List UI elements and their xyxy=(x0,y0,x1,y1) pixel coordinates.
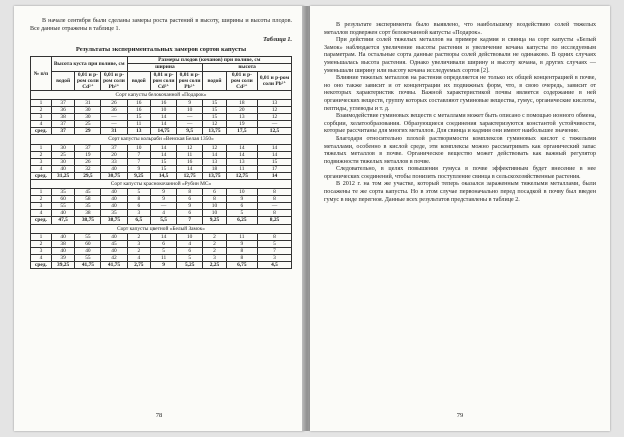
table-cell: 4 xyxy=(31,210,52,217)
average-row xyxy=(31,262,292,269)
table-cell: 5 xyxy=(127,189,150,196)
table-cell: 11 xyxy=(226,165,257,172)
table-cell: 3 xyxy=(31,247,52,254)
table-cell: 30 xyxy=(51,144,74,151)
table-cell: 8 xyxy=(127,196,150,203)
table-cell: 5 xyxy=(177,254,203,261)
table-cell: 40 xyxy=(51,165,74,172)
header-tall: высота xyxy=(203,64,292,71)
table-cell: 2 xyxy=(31,196,52,203)
section-name: Сорт капусты кольраби «Венская Белая 1350» xyxy=(31,135,292,144)
table-body xyxy=(31,90,292,268)
section-row xyxy=(31,135,292,144)
table-cell: 40 xyxy=(101,189,127,196)
table-cell: 3 xyxy=(31,158,52,165)
header-cd: 0,01 н р-ром соли Cd²⁺ xyxy=(75,71,101,90)
table-cell: 4 xyxy=(151,210,177,217)
right-page-content xyxy=(324,22,596,204)
table-cell: 12 xyxy=(177,144,203,151)
table-cell: 16 xyxy=(151,99,177,106)
average-cell: 39,25 xyxy=(51,262,74,269)
table-cell: 7 xyxy=(127,151,150,158)
table-cell: 4 xyxy=(127,254,150,261)
table-cell: 17 xyxy=(258,165,292,172)
average-cell: 47,5 xyxy=(51,217,74,224)
table-cell: 6 xyxy=(177,196,203,203)
table-cell: 14 xyxy=(226,144,257,151)
table-cell: 3 xyxy=(31,114,52,121)
header-cd: 0,01 н р-ром соли Cd²⁺ xyxy=(226,71,257,90)
body-paragraph: Влияние тяжелых металлов на растения определяется не только их общей концентрацией в почве, но оно также зависит и от концентрации их подвижных форм, что, в свою очередь, зависит от некоторых характеристик почвы. Важной характеристикой почвы является содержание в ней органических веществ, группу которых составляют гуминовые вещества, гумус, органические кислоты, пептиды, углеводы и т. д. xyxy=(324,75,596,112)
body-paragraph: Взаимодействие гуминовых веществ с металлами может быть описано с помощью ионного обмена, сорбции, хелатообразования. Образующиеся соединения характеризуются константой устойчивости, которые рассчитаны для многих металлов. Для свинца и кадмия они имеют наибольшее значение. xyxy=(324,113,596,135)
table-cell: 14 xyxy=(258,144,292,151)
table-cell: 39 xyxy=(51,254,74,261)
table-cell: 16 xyxy=(127,107,150,114)
table-cell: 30 xyxy=(75,114,101,121)
table-row xyxy=(31,210,292,217)
table-cell: 10 xyxy=(127,144,150,151)
right-page xyxy=(310,6,610,431)
table-cell: 2 xyxy=(203,233,226,240)
table-cell: 31 xyxy=(75,99,101,106)
header-pb: 0,01 н р-ром соли Pb²⁺ xyxy=(177,71,203,90)
table-cell: 2 xyxy=(203,247,226,254)
table-cell: 11 xyxy=(177,151,203,158)
table-row xyxy=(31,114,292,121)
table-cell: 35 xyxy=(75,203,101,210)
average-cell: 38,75 xyxy=(101,217,127,224)
average-row xyxy=(31,128,292,135)
header-width: ширина xyxy=(127,64,203,71)
left-page xyxy=(14,6,304,431)
table-cell: 2 xyxy=(31,107,52,114)
table-cell: 60 xyxy=(75,240,101,247)
average-cell: сред. xyxy=(31,217,52,224)
table-cell: 12 xyxy=(258,107,292,114)
table-cell: 40 xyxy=(51,210,74,217)
table-cell: 14 xyxy=(258,151,292,158)
table-cell: 60 xyxy=(51,196,74,203)
table-cell: 9 xyxy=(151,189,177,196)
table-cell: 19 xyxy=(75,151,101,158)
body-paragraph: Благодаря относительно плохой растворимости комплексов гуминовых кислот с тяжелыми металлами, особенно в кислой среде, эти комплексы можно рассматривать как органический запас тяжелых металлов в почве. Органическое вещество может действовать как важный регулятор подвижности тяжелых металлов в почве. xyxy=(324,135,596,165)
table-cell: 18 xyxy=(226,99,257,106)
average-cell: 41,75 xyxy=(75,262,101,269)
table-cell: 55 xyxy=(75,254,101,261)
table-cell: 40 xyxy=(75,247,101,254)
table-cell: 8 xyxy=(226,247,257,254)
table-cell: 40 xyxy=(51,247,74,254)
average-cell: 8,25 xyxy=(258,217,292,224)
table-cell: 10 xyxy=(177,233,203,240)
section-name: Сорт капусты краснокочанной «Рубин МС» xyxy=(31,179,292,188)
table-row xyxy=(31,196,292,203)
average-cell: 31,25 xyxy=(51,172,74,179)
table-cell: 32 xyxy=(75,165,101,172)
table-cell: 5 xyxy=(226,210,257,217)
table-cell: 8 xyxy=(177,189,203,196)
table-cell: 6 xyxy=(177,247,203,254)
table-cell: 20 xyxy=(101,151,127,158)
table-row xyxy=(31,247,292,254)
table-cell: 7 xyxy=(258,247,292,254)
table-cell: 15 xyxy=(203,107,226,114)
average-cell: сред. xyxy=(31,262,52,269)
table-cell: 9 xyxy=(127,165,150,172)
table-cell: 12 xyxy=(258,114,292,121)
table-cell: 37 xyxy=(51,121,74,128)
section-row xyxy=(31,179,292,188)
table-cell: 12 xyxy=(203,144,226,151)
average-cell: 14,5 xyxy=(151,172,177,179)
table-cell: 40 xyxy=(51,233,74,240)
header-sizes: Размеры плодов (кочанов) при поливе, см xyxy=(127,57,291,64)
table-cell: 6 xyxy=(127,203,150,210)
average-cell: 38,75 xyxy=(75,217,101,224)
table-cell: — xyxy=(177,121,203,128)
section-row xyxy=(31,224,292,233)
table-cell: 20 xyxy=(226,107,257,114)
header-pb: 0,01 н р-ром соли Pb²⁺ xyxy=(258,71,292,90)
table-cell: 3 xyxy=(31,203,52,210)
table-cell: 3 xyxy=(258,254,292,261)
average-cell: 29,5 xyxy=(75,172,101,179)
table-cell: 33 xyxy=(101,158,127,165)
table-cell: 10 xyxy=(226,189,257,196)
table-cell: 13 xyxy=(203,158,226,165)
average-cell: 6,75 xyxy=(226,262,257,269)
section-name: Сорт капусты цветной «Белый Замок» xyxy=(31,224,292,233)
table-cell: 14 xyxy=(151,144,177,151)
table-cell: 8 xyxy=(226,254,257,261)
table-cell: 6 xyxy=(151,240,177,247)
average-cell: 13,75 xyxy=(203,128,226,135)
table-cell: 6 xyxy=(226,203,257,210)
table-row xyxy=(31,254,292,261)
table-cell: 10 xyxy=(177,107,203,114)
table-cell: 14 xyxy=(177,165,203,172)
average-cell: 6,25 xyxy=(226,217,257,224)
table-row xyxy=(31,158,292,165)
header-pb: 0,01 н р-ром соли Pb²⁺ xyxy=(101,71,127,90)
table-cell: 16 xyxy=(177,158,203,165)
table-row xyxy=(31,144,292,151)
average-cell: 9,25 xyxy=(203,217,226,224)
table-cell: 37 xyxy=(75,144,101,151)
table-cell: 8 xyxy=(203,196,226,203)
table-row xyxy=(31,189,292,196)
table-cell: 45 xyxy=(75,189,101,196)
header-cd: 0,01 н р-ром соли Cd²⁺ xyxy=(151,71,177,90)
table-cell: 3 xyxy=(203,254,226,261)
table-cell: 9 xyxy=(151,196,177,203)
table-cell: 1 xyxy=(31,99,52,106)
table-cell: 10 xyxy=(203,210,226,217)
table-cell: 37 xyxy=(101,144,127,151)
page-number-right: 79 xyxy=(456,412,464,419)
table-row xyxy=(31,165,292,172)
table-row xyxy=(31,151,292,158)
table-cell: 13 xyxy=(226,158,257,165)
table-cell: 14 xyxy=(203,151,226,158)
table-cell: 40 xyxy=(101,247,127,254)
table-row xyxy=(31,107,292,114)
table-cell: 12 xyxy=(203,121,226,128)
table-cell: 4 xyxy=(31,121,52,128)
average-cell: 9,25 xyxy=(127,172,150,179)
table-cell: 2 xyxy=(31,151,52,158)
table-cell: 5 xyxy=(258,240,292,247)
table-cell: 1 xyxy=(31,144,52,151)
table-cell: 4 xyxy=(177,240,203,247)
table-cell: 11 xyxy=(127,121,150,128)
average-cell: 5,5 xyxy=(151,217,177,224)
body-paragraph: В 2012 г. на том же участке, который теперь оказался зараженным тяжелыми металлами, были посажены те же сорта капусты. Но в этом случае первоначально перед посадкой в почву был введен гумус в виде перегноя. Данные всех результатов представлены в таблице 2. xyxy=(324,181,596,203)
table-cell: 13 xyxy=(258,99,292,106)
table-cell: — xyxy=(101,114,127,121)
table-cell: 15 xyxy=(203,99,226,106)
average-cell: 29 xyxy=(75,128,101,135)
table-cell: 9 xyxy=(226,196,257,203)
average-cell: 4,5 xyxy=(258,262,292,269)
table-cell: 4 xyxy=(31,165,52,172)
table-cell: 10 xyxy=(151,107,177,114)
table-cell: 6 xyxy=(203,189,226,196)
body-paragraph: В результате эксперимента было выявлено, что наибольшему воздействию солей тяжелых металлов подвержен сорт белокочанной капусты «Подарок». xyxy=(324,22,596,36)
left-page-content xyxy=(30,18,292,269)
page-number-left: 78 xyxy=(155,412,163,419)
table-cell: — xyxy=(258,203,292,210)
table-cell: 11 xyxy=(226,233,257,240)
table-cell: 55 xyxy=(75,233,101,240)
table-row xyxy=(31,99,292,106)
table-cell: 30 xyxy=(75,107,101,114)
table-cell: 26 xyxy=(101,99,127,106)
header-water: водой xyxy=(203,71,226,90)
table-cell: 5 xyxy=(151,247,177,254)
header-water: водой xyxy=(127,71,150,90)
table-cell: 2 xyxy=(127,233,150,240)
average-cell: 2,75 xyxy=(127,262,150,269)
table-cell: 15 xyxy=(151,165,177,172)
table-cell: 40 xyxy=(101,196,127,203)
table-row xyxy=(31,121,292,128)
table-cell: 26 xyxy=(75,158,101,165)
average-cell: 37 xyxy=(51,128,74,135)
table-cell: 40 xyxy=(101,203,127,210)
table-cell: 14 xyxy=(226,151,257,158)
table-cell: 8 xyxy=(258,196,292,203)
table-cell: 14 xyxy=(151,151,177,158)
table-cell: 10 xyxy=(203,203,226,210)
average-cell: 9,5 xyxy=(177,128,203,135)
table-cell: 4 xyxy=(31,254,52,261)
header-height: Высота куста при поливе, см xyxy=(51,57,127,71)
table-cell: 25 xyxy=(75,121,101,128)
table-cell: 9 xyxy=(226,240,257,247)
average-row xyxy=(31,217,292,224)
table-cell: 40 xyxy=(101,233,127,240)
table-cell: 18 xyxy=(203,165,226,172)
body-paragraph: При действии солей тяжелых металлов на примере кадмия и свинца на сорт капусты «Белый Замок» наблюдается увеличение высоты растения и увеличение кочана капусты по исследуемым параметрам. На остальные сорта данные растворы солей действовали не одинаково. В одних случаях уменьшалась высота растения. Однако увеличивали ширину и высоту кочана, в других случаях — уменьшали ширину или высоту кочана исследуемых сортов [2]. xyxy=(324,37,596,74)
table-cell: — xyxy=(177,114,203,121)
average-cell: 13,75 xyxy=(203,172,226,179)
average-cell: 2,25 xyxy=(203,262,226,269)
table-cell: — xyxy=(101,121,127,128)
table-cell: 14 xyxy=(151,233,177,240)
average-cell: 9 xyxy=(151,262,177,269)
table-cell: 15 xyxy=(127,114,150,121)
results-table xyxy=(30,56,292,269)
table-cell: — xyxy=(258,121,292,128)
table-cell: 9 xyxy=(177,99,203,106)
table-cell: 14 xyxy=(151,121,177,128)
average-cell: сред. xyxy=(31,172,52,179)
table-cell: 19 xyxy=(226,121,257,128)
table-cell: 40 xyxy=(101,165,127,172)
table-cell: 2 xyxy=(127,247,150,254)
table-cell: 38 xyxy=(75,210,101,217)
table-cell: 14 xyxy=(151,114,177,121)
average-cell: 12,75 xyxy=(177,172,203,179)
table-cell: 8 xyxy=(258,210,292,217)
table-cell: 42 xyxy=(101,254,127,261)
section-name: Сорт капусты белокочанной «Подарок» xyxy=(31,90,292,99)
table-cell: 1 xyxy=(31,189,52,196)
section-row xyxy=(31,90,292,99)
average-row xyxy=(31,172,292,179)
table-cell: 15 xyxy=(258,158,292,165)
table-cell: 6 xyxy=(177,210,203,217)
table-cell: 55 xyxy=(51,203,74,210)
average-cell: 14 xyxy=(258,172,292,179)
header-num: № п/п xyxy=(31,57,52,90)
table-cell: 35 xyxy=(101,210,127,217)
table-cell: 36 xyxy=(51,107,74,114)
table-cell: 8 xyxy=(258,189,292,196)
table-row xyxy=(31,233,292,240)
table-cell: 30 xyxy=(51,158,74,165)
table-cell: 15 xyxy=(151,158,177,165)
table-cell: 25 xyxy=(51,151,74,158)
average-cell: 13 xyxy=(127,128,150,135)
table-cell: 13 xyxy=(226,114,257,121)
table-cell: 2 xyxy=(31,240,52,247)
table-cell: 35 xyxy=(51,189,74,196)
table-cell: 9 xyxy=(177,203,203,210)
average-cell: 7 xyxy=(177,217,203,224)
body-paragraph: Следовательно, в целях повышения гумуса в почве эффективным будет внесение в нее органических соединений, чтобы понизить поступление свинца в сельскохозяйственные растения. xyxy=(324,166,596,180)
average-cell: 5,25 xyxy=(177,262,203,269)
table-cell: — xyxy=(151,203,177,210)
table-cell: 38 xyxy=(51,114,74,121)
average-cell: 12,5 xyxy=(258,128,292,135)
average-cell: 17,5 xyxy=(226,128,257,135)
table-cell: 7 xyxy=(127,158,150,165)
header-water: водой xyxy=(51,71,74,90)
table-cell: 3 xyxy=(127,240,150,247)
table-cell: 58 xyxy=(75,196,101,203)
table-cell: 1 xyxy=(31,233,52,240)
table-cell: 16 xyxy=(127,99,150,106)
table-title: Результаты экспериментальных замеров сортов капусты xyxy=(75,45,247,53)
table-cell: 15 xyxy=(203,114,226,121)
average-cell: 30,75 xyxy=(101,172,127,179)
table-cell: 45 xyxy=(101,240,127,247)
table-cell: 8 xyxy=(258,233,292,240)
average-cell: 41,75 xyxy=(101,262,127,269)
average-cell: 31 xyxy=(101,128,127,135)
table-number: Таблица 1. xyxy=(263,36,292,44)
table-cell: 11 xyxy=(151,254,177,261)
table-row xyxy=(31,240,292,247)
table-cell: 3 xyxy=(127,210,150,217)
average-cell: 14,75 xyxy=(151,128,177,135)
table-cell: 37 xyxy=(51,99,74,106)
table-row xyxy=(31,203,292,210)
average-cell: сред. xyxy=(31,128,52,135)
average-cell: 12,75 xyxy=(226,172,257,179)
table-cell: 36 xyxy=(101,107,127,114)
intro-paragraph: В начале сентября были сделаны замеры роста растений в высоту, ширины и высоты плодов. Все данные отражены в таблице 1. xyxy=(30,18,292,32)
average-cell: 6,5 xyxy=(127,217,150,224)
table-cell: 38 xyxy=(51,240,74,247)
table-cell: 2 xyxy=(203,240,226,247)
